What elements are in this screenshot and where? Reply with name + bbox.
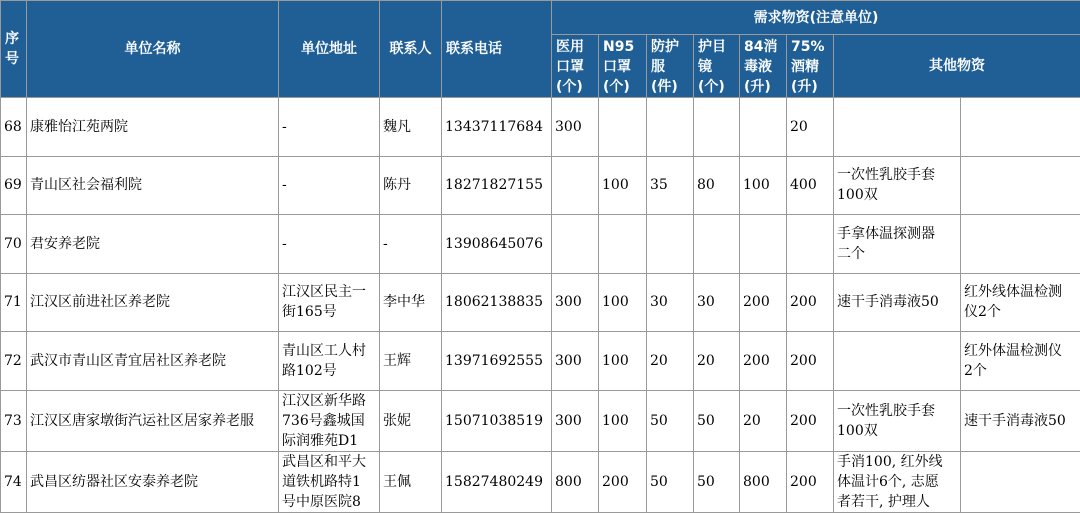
other-supplies-cell: 一次性乳胶手套 100双 [834, 390, 961, 451]
other-supplies-extra-cell: 红外体温检测仪 2个 [961, 332, 1080, 391]
seq-cell: 72 [1, 332, 27, 391]
n95-cell: 100 [599, 156, 647, 215]
alcohol-cell: 200 [787, 451, 834, 512]
table-row [1, 451, 1080, 512]
goggles-cell: 50 [694, 390, 740, 451]
unit-address-cell: 江汉区新华路 736号鑫城国 际润雅苑D1 [279, 390, 380, 451]
other-supplies-extra-cell [961, 156, 1080, 215]
header-protective-suit: 防护 服 (件) [647, 35, 694, 98]
goggles-cell: 30 [694, 273, 740, 332]
medical-mask-cell: 300 [552, 332, 599, 391]
header-n95-mask: N95 口罩 (个) [599, 35, 647, 98]
unit-name-cell: 君安养老院 [27, 215, 279, 274]
seq-cell: 70 [1, 215, 27, 274]
other-supplies-cell: 一次性乳胶手套 100双 [834, 156, 961, 215]
header-unit-address: 单位地址 [279, 1, 380, 98]
suit-cell [647, 98, 694, 157]
contact-cell: 魏凡 [380, 98, 442, 157]
header-supplies-group: 需求物资(注意单位) [552, 1, 1080, 35]
unit-address-cell: - [279, 156, 380, 215]
alcohol-cell: 20 [787, 98, 834, 157]
suit-cell: 50 [647, 390, 694, 451]
unit-name-cell: 青山区社会福利院 [27, 156, 279, 215]
table-row [1, 98, 1080, 157]
phone-cell: 18271827155 [442, 156, 552, 215]
other-supplies-extra-cell: 红外线体温检测 仪2个 [961, 273, 1080, 332]
table-row [1, 390, 1080, 451]
phone-cell: 13908645076 [442, 215, 552, 274]
suit-cell [647, 215, 694, 274]
goggles-cell [694, 98, 740, 157]
header-alcohol: 75% 酒精 (升) [787, 35, 834, 98]
medical-mask-cell: 300 [552, 390, 599, 451]
contact-cell: 陈丹 [380, 156, 442, 215]
contact-cell: 李中华 [380, 273, 442, 332]
phone-cell: 15827480249 [442, 451, 552, 512]
other-supplies-cell [834, 332, 961, 391]
header-phone: 联系电话 [442, 1, 552, 98]
seq-cell: 69 [1, 156, 27, 215]
medical-mask-cell: 300 [552, 98, 599, 157]
medical-mask-cell: 300 [552, 273, 599, 332]
header-row-top [1, 1, 1080, 35]
unit-address-cell: - [279, 98, 380, 157]
suit-cell: 30 [647, 273, 694, 332]
goggles-cell [694, 215, 740, 274]
header-seq: 序 号 [1, 1, 27, 98]
medical-mask-cell [552, 215, 599, 274]
suit-cell: 35 [647, 156, 694, 215]
table-row [1, 332, 1080, 391]
alcohol-cell: 200 [787, 273, 834, 332]
table-row [1, 156, 1080, 215]
disinfectant-cell: 200 [740, 273, 787, 332]
unit-name-cell: 武汉市青山区青宜居社区养老院 [27, 332, 279, 391]
alcohol-cell: 200 [787, 332, 834, 391]
alcohol-cell: 200 [787, 390, 834, 451]
n95-cell: 100 [599, 332, 647, 391]
disinfectant-cell: 800 [740, 451, 787, 512]
header-medical-mask: 医用 口罩 (个) [552, 35, 599, 98]
phone-cell: 18062138835 [442, 273, 552, 332]
other-supplies-extra-cell: 速干手消毒液50 [961, 390, 1080, 451]
n95-cell: 100 [599, 390, 647, 451]
medical-mask-cell [552, 156, 599, 215]
goggles-cell: 20 [694, 332, 740, 391]
contact-cell: 王辉 [380, 332, 442, 391]
alcohol-cell [787, 215, 834, 274]
n95-cell: 200 [599, 451, 647, 512]
goggles-cell: 80 [694, 156, 740, 215]
other-supplies-extra-cell [961, 451, 1080, 512]
contact-cell: 王佩 [380, 451, 442, 512]
contact-cell: 张妮 [380, 390, 442, 451]
disinfectant-cell: 20 [740, 390, 787, 451]
unit-name-cell: 江汉区前进社区养老院 [27, 273, 279, 332]
phone-cell: 13971692555 [442, 332, 552, 391]
disinfectant-cell: 100 [740, 156, 787, 215]
header-contact: 联系人 [380, 1, 442, 98]
header-84-disinfectant: 84消 毒液 (升) [740, 35, 787, 98]
other-supplies-extra-cell [961, 98, 1080, 157]
unit-address-cell: 青山区工人村 路102号 [279, 332, 380, 391]
other-supplies-cell: 手拿体温探测器 二个 [834, 215, 961, 274]
table-row [1, 215, 1080, 274]
phone-cell: 13437117684 [442, 98, 552, 157]
other-supplies-extra-cell [961, 215, 1080, 274]
unit-address-cell: 武昌区和平大 道铁机路特1 号中原医院8 [279, 451, 380, 512]
n95-cell [599, 215, 647, 274]
disinfectant-cell [740, 98, 787, 157]
unit-address-cell: 江汉区民主一 街165号 [279, 273, 380, 332]
n95-cell [599, 98, 647, 157]
suit-cell: 50 [647, 451, 694, 512]
disinfectant-cell [740, 215, 787, 274]
header-unit-name: 单位名称 [27, 1, 279, 98]
disinfectant-cell: 200 [740, 332, 787, 391]
unit-address-cell: - [279, 215, 380, 274]
header-goggles: 护目 镜 (个) [694, 35, 740, 98]
suit-cell: 20 [647, 332, 694, 391]
other-supplies-cell: 速干手消毒液50 [834, 273, 961, 332]
medical-mask-cell: 800 [552, 451, 599, 512]
seq-cell: 73 [1, 390, 27, 451]
unit-name-cell: 江汉区唐家墩街汽运社区居家养老服 [27, 390, 279, 451]
unit-name-cell: 武昌区纺器社区安泰养老院 [27, 451, 279, 512]
phone-cell: 15071038519 [442, 390, 552, 451]
header-other-supplies: 其他物资 [834, 35, 1080, 98]
seq-cell: 68 [1, 98, 27, 157]
goggles-cell: 50 [694, 451, 740, 512]
n95-cell: 100 [599, 273, 647, 332]
other-supplies-cell [834, 98, 961, 157]
seq-cell: 74 [1, 451, 27, 512]
table-row [1, 273, 1080, 332]
alcohol-cell: 400 [787, 156, 834, 215]
other-supplies-cell: 手消100, 红外线 体温计6个, 志愿 者若干, 护理人 [834, 451, 961, 512]
seq-cell: 71 [1, 273, 27, 332]
unit-name-cell: 康雅怡江苑两院 [27, 98, 279, 157]
contact-cell: - [380, 215, 442, 274]
